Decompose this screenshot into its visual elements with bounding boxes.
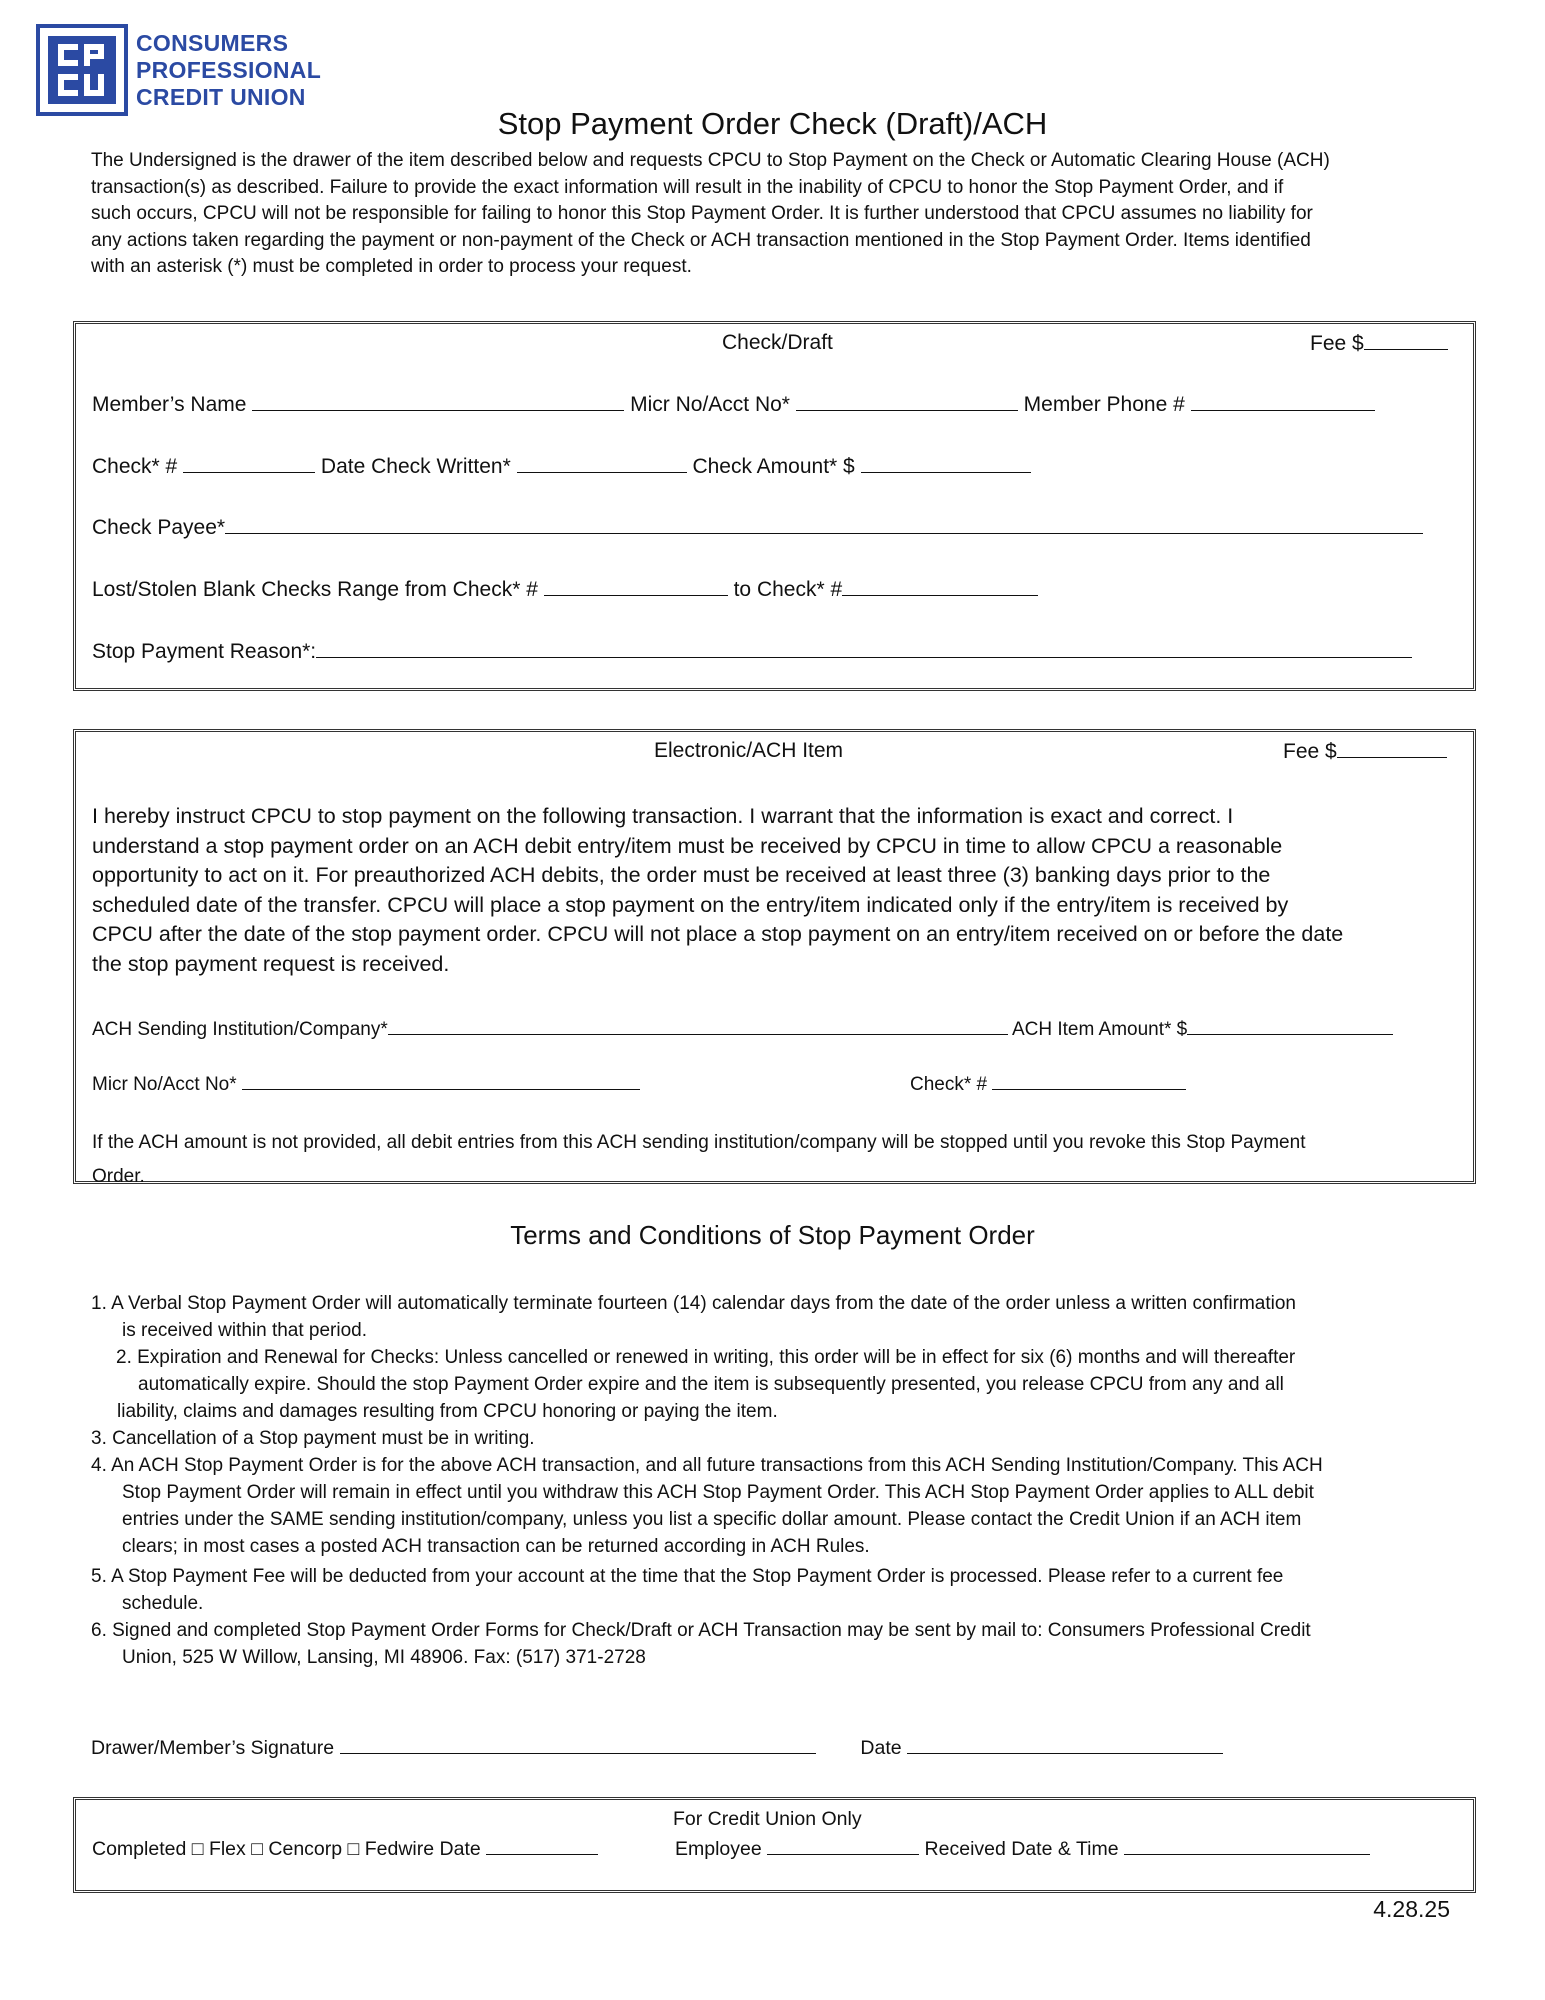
terms-line: 1. A Verbal Stop Payment Order will automatically terminate fourteen (14) calendar days from the date of the order unless a written confirmation <box>91 1293 1296 1314</box>
ach-section <box>73 729 1476 1187</box>
ach-instruction-paragraph <box>92 802 1482 979</box>
terms-line: 6. Signed and completed Stop Payment Order Forms for Check/Draft or ACH Transaction may be sent by mail to: Consumers Professional Credit <box>91 1620 1311 1641</box>
received-label: Received Date & Time <box>924 1838 1119 1860</box>
employee-field[interactable] <box>767 1836 919 1855</box>
member-name-field[interactable] <box>252 392 624 411</box>
check-amount-field[interactable] <box>861 454 1031 473</box>
completed-label: Completed <box>92 1838 187 1860</box>
terms-line: clears; in most cases a posted ACH transaction can be returned according in ACH Rules. <box>122 1536 870 1557</box>
micr-field[interactable] <box>796 392 1018 411</box>
ach-amount-label: ACH Item Amount* $ <box>1011 1019 1188 1040</box>
member-name-label: Member’s Name <box>92 393 247 416</box>
terms-line: Stop Payment Order will remain in effect until you withdraw this ACH Stop Payment Order. This ACH Stop Payment Order applies to ALL debit <box>122 1482 1314 1503</box>
fedwire-label: Fedwire Date <box>364 1838 481 1860</box>
terms-line: 5. A Stop Payment Fee will be deducted from your account at the time that the Stop Payment Order is processed. Please refer to a current fee <box>91 1566 1284 1587</box>
logo-wordmark <box>136 30 356 111</box>
ach-sending-field[interactable] <box>388 1016 1008 1035</box>
terms-title: Terms and Conditions of Stop Payment Order <box>510 1220 1035 1250</box>
reason-field[interactable] <box>316 639 1412 658</box>
lost-checks-row <box>92 577 1038 602</box>
signature-label: Drawer/Member’s Signature <box>91 1737 335 1759</box>
terms-line: entries under the SAME sending institution/company, unless you list a specific dollar amount. Please contact the Credit Union if an ACH item <box>122 1509 1302 1530</box>
ach-para-line: CPCU after the date of the stop payment order. CPCU will not place a stop payment on an entry/item received on or before the date <box>92 922 1344 946</box>
reason-row <box>92 639 1412 664</box>
terms-list <box>91 1290 1471 1671</box>
ach-check-row <box>910 1071 1186 1096</box>
member-phone-label: Member Phone # <box>1023 393 1185 416</box>
ach-para-line: opportunity to act on it. For preauthorized ACH debits, the order must be received at least three (3) banking days prior to the <box>92 863 1271 887</box>
terms-line: liability, claims and damages resulting from CPCU honoring or paying the item. <box>117 1401 778 1422</box>
ach-fee-label: Fee $ <box>1283 740 1337 763</box>
micr-label: Micr No/Acct No* <box>630 393 790 416</box>
signature-field[interactable] <box>340 1735 816 1754</box>
ach-amount-field[interactable] <box>1187 1016 1393 1035</box>
member-phone-field[interactable] <box>1191 392 1375 411</box>
credit-union-only-section <box>73 1797 1476 1893</box>
date-written-field[interactable] <box>517 454 687 473</box>
ach-para-line: I hereby instruct CPCU to stop payment on the following transaction. I warrant that the information is exact and correct. I <box>92 804 1234 828</box>
logo-line-3: CREDIT UNION <box>136 84 306 110</box>
form-version: 4.28.25 <box>1373 1896 1450 1922</box>
check-draft-heading: Check/Draft <box>722 331 833 354</box>
intro-line: The Undersigned is the drawer of the item described below and requests CPCU to Stop Payment on the Check or Automatic Clearing House (ACH) <box>91 150 1330 171</box>
signature-row <box>91 1735 1223 1760</box>
received-field[interactable] <box>1124 1836 1370 1855</box>
fedwire-date-field[interactable] <box>486 1836 598 1855</box>
check-details-row <box>92 454 1031 479</box>
intro-line: such occurs, CPCU will not be responsible for failing to honor this Stop Payment Order. It is further understood that CPCU assumes no liability for <box>91 203 1313 224</box>
check-amount-label: Check Amount* $ <box>692 455 855 478</box>
signature-date-field[interactable] <box>907 1735 1223 1754</box>
ach-micr-label: Micr No/Acct No* <box>92 1074 237 1095</box>
intro-line: transaction(s) as described. Failure to provide the exact information will result in the inability of CPCU to honor the Stop Payment Order, and if <box>91 176 1284 198</box>
ach-heading: Electronic/ACH Item <box>654 739 844 762</box>
payee-field[interactable] <box>225 515 1423 534</box>
employee-label: Employee <box>674 1838 762 1860</box>
intro-paragraph <box>91 148 1451 281</box>
member-info-row <box>92 392 1375 417</box>
check-draft-section <box>73 321 1476 691</box>
ach-para-line: the stop payment request is received. <box>92 951 450 976</box>
terms-line: schedule. <box>122 1593 204 1614</box>
checkbox-icon[interactable]: □ <box>191 1838 204 1860</box>
logo-mark-icon <box>48 36 116 104</box>
check-fee-field[interactable] <box>1364 331 1448 350</box>
ach-para-line: scheduled date of the transfer. CPCU will place a stop payment on the entry/item indicated only if the entry/item is received by <box>92 892 1289 917</box>
ach-check-label: Check* # <box>910 1074 988 1095</box>
checkbox-icon[interactable]: □ <box>251 1838 263 1860</box>
check-fee <box>1310 331 1448 356</box>
reason-label: Stop Payment Reason*: <box>92 640 317 663</box>
terms-line: 2. Expiration and Renewal for Checks: Unless cancelled or renewed in writing, this order will be in effect for six (6) months and will thereafter <box>116 1347 1296 1368</box>
lost-to-label: to Check* # <box>733 578 843 601</box>
signature-date-label: Date <box>860 1737 902 1759</box>
terms-line: is received within that period. <box>122 1320 368 1341</box>
ach-check-field[interactable] <box>992 1071 1186 1090</box>
ach-micr-row <box>92 1071 640 1096</box>
logo-line-1: CONSUMERS <box>136 30 289 56</box>
terms-line: automatically expire. Should the stop Payment Order expire and the item is subsequently presented, you release CPCU from any and all <box>138 1374 1284 1395</box>
lost-from-label: Lost/Stolen Blank Checks Range from Check* # <box>92 578 538 601</box>
office-use-row <box>92 1836 1370 1861</box>
logo-mark <box>36 24 128 116</box>
page-title: Stop Payment Order Check (Draft)/ACH <box>497 106 1048 141</box>
lost-to-field[interactable] <box>842 577 1038 596</box>
terms-line: 3. Cancellation of a Stop payment must be in writing. <box>91 1428 535 1449</box>
ach-note-line: Order. <box>92 1166 145 1187</box>
ach-fee-field[interactable] <box>1337 739 1447 758</box>
intro-line: with an asterisk (*) must be completed in order to process your request. <box>91 256 692 277</box>
ach-micr-field[interactable] <box>242 1071 640 1090</box>
flex-label: Flex <box>208 1838 246 1860</box>
ach-note <box>92 1126 1305 1194</box>
check-fee-label: Fee $ <box>1310 332 1364 355</box>
ach-para-line: understand a stop payment order on an ACH debit entry/item must be received by CPCU in time to allow CPCU a reasonable <box>92 833 1283 858</box>
intro-line: any actions taken regarding the payment or non-payment of the Check or ACH transaction mentioned in the Stop Payment Order. Items identified <box>91 229 1311 251</box>
credit-union-only-heading: For Credit Union Only <box>673 1808 862 1830</box>
terms-line: 4. An ACH Stop Payment Order is for the above ACH transaction, and all future transactions from this ACH Sending Institution/Company. This ACH <box>91 1455 1323 1476</box>
ach-note-line: If the ACH amount is not provided, all debit entries from this ACH sending institution/company will be stopped until you revoke this Stop Payment <box>92 1132 1306 1153</box>
checkbox-icon[interactable]: □ <box>347 1838 360 1860</box>
check-number-field[interactable] <box>183 454 315 473</box>
ach-sending-label: ACH Sending Institution/Company* <box>92 1019 388 1040</box>
payee-row <box>92 515 1423 540</box>
date-written-label: Date Check Written* <box>320 455 511 478</box>
ach-fee <box>1283 739 1447 764</box>
payee-label: Check Payee* <box>92 516 226 539</box>
terms-line: Union, 525 W Willow, Lansing, MI 48906. Fax: (517) 371-2728 <box>122 1647 646 1668</box>
cencorp-label: Cencorp <box>268 1838 343 1860</box>
lost-from-field[interactable] <box>544 577 728 596</box>
ach-sending-row <box>92 1016 1393 1041</box>
logo-line-2: PROFESSIONAL <box>136 57 322 83</box>
check-number-label: Check* # <box>92 455 178 478</box>
